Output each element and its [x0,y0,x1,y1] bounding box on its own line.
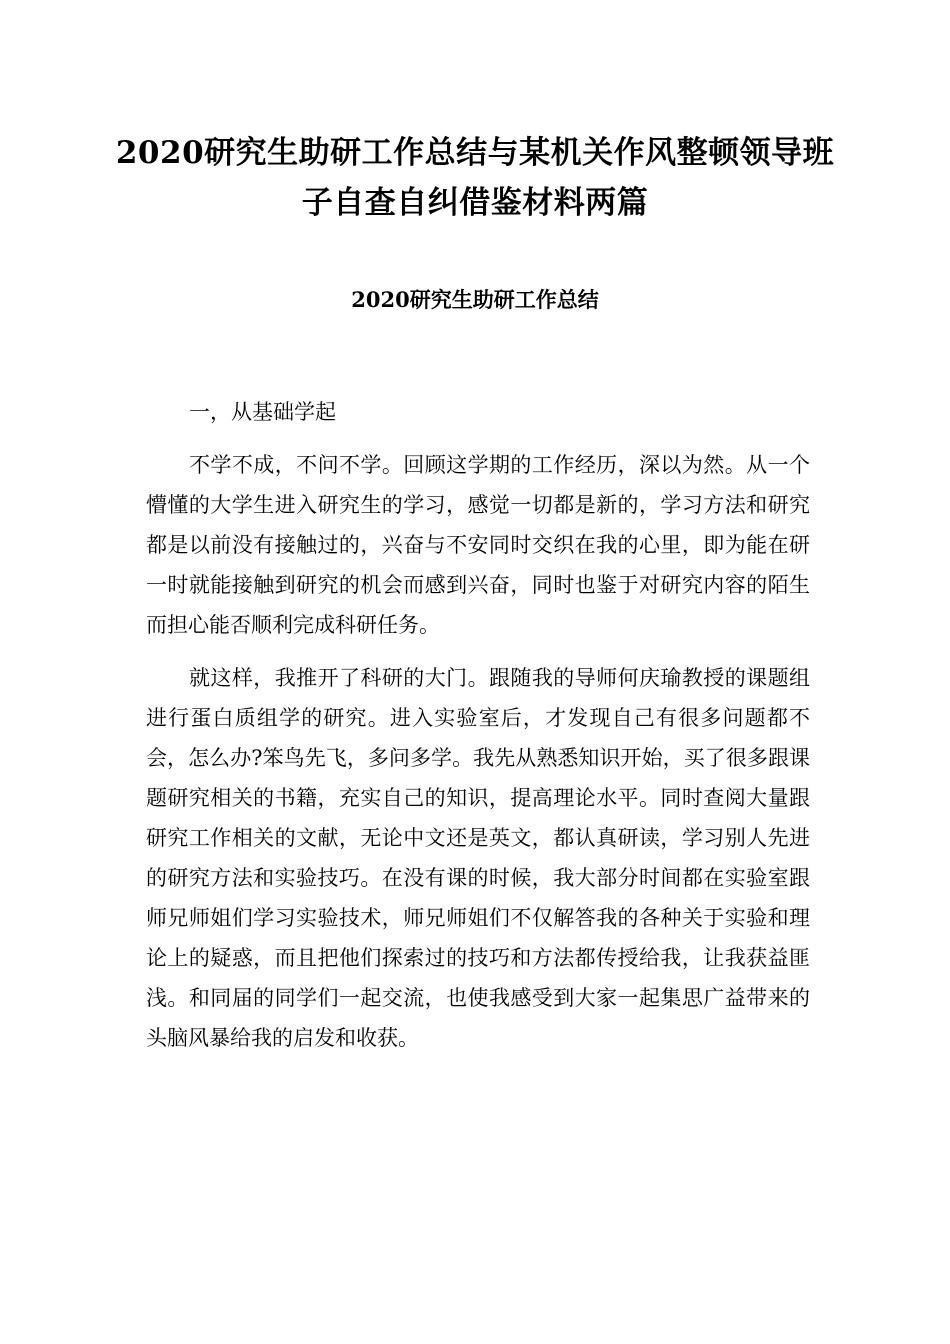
document-body [146,392,810,1071]
section-title: 2020研究生助研工作总结 [351,287,599,312]
text-line: 法和研究都是以前没有接触过的，兴奋与不安同时交织在我的心里， [146,493,811,557]
text-line: 大部分时间都在实验室跟师兄师姐们学习实验技术，师兄师姐们不 [146,866,811,930]
text-line: 同时查阅大量跟研究工作相关的文献，无论中文还是英文，都认真 [146,786,811,850]
document-title [100,128,850,228]
text-line: 即为能在研一时就能接触到研究的机会而感到兴奋，同时也鉴于对 [146,533,810,597]
text-line: 不学不成，不问不学。回顾这学期的工作经历，深以为然。从 [189,453,768,477]
text-line: 题组进行蛋白质组学的研究。进入实验室后，才发现自己有很多问 [146,666,811,730]
text-line: 了很多跟课题研究相关的书籍，充实自己的知识，提高理论水平。 [146,746,811,810]
text-line: 研读，学习别人先进的研究方法和实验技巧。在没有课的时候，我 [146,826,810,890]
text-line: 研究内容的陌生而担心能否顺利完成科研任务。 [146,573,811,637]
text-line: 题都不会，怎么办?笨鸟先飞，多问多学。我先从熟悉知识开始，买 [146,706,811,770]
text-line: 一个懵懂的大学生进入研究生的学习，感觉一切都是新的，学习方 [146,453,811,517]
text-line: 也使我感受到大家一起集思广益带来的头脑风暴给我的启发和收获。 [146,986,811,1050]
text-line: 巧和方法都传授给我，让我获益匪浅。和同届的同学们一起交流， [146,946,811,1010]
section-heading: 一，从基础学起 [189,400,336,424]
text-line: 就这样，我推开了科研的大门。跟随我的导师何庆瑜教授的课 [189,666,768,690]
paragraph [146,658,810,1058]
title-line: 子自查自纠借鉴材料两篇 [301,185,649,221]
text-line: 仅解答我的各种关于实验和理论上的疑惑，而且把他们探索过的技 [146,906,811,970]
title-line: 2020研究生助研工作总结与某机关作风整顿领导班 [115,135,835,171]
paragraph [146,445,810,645]
